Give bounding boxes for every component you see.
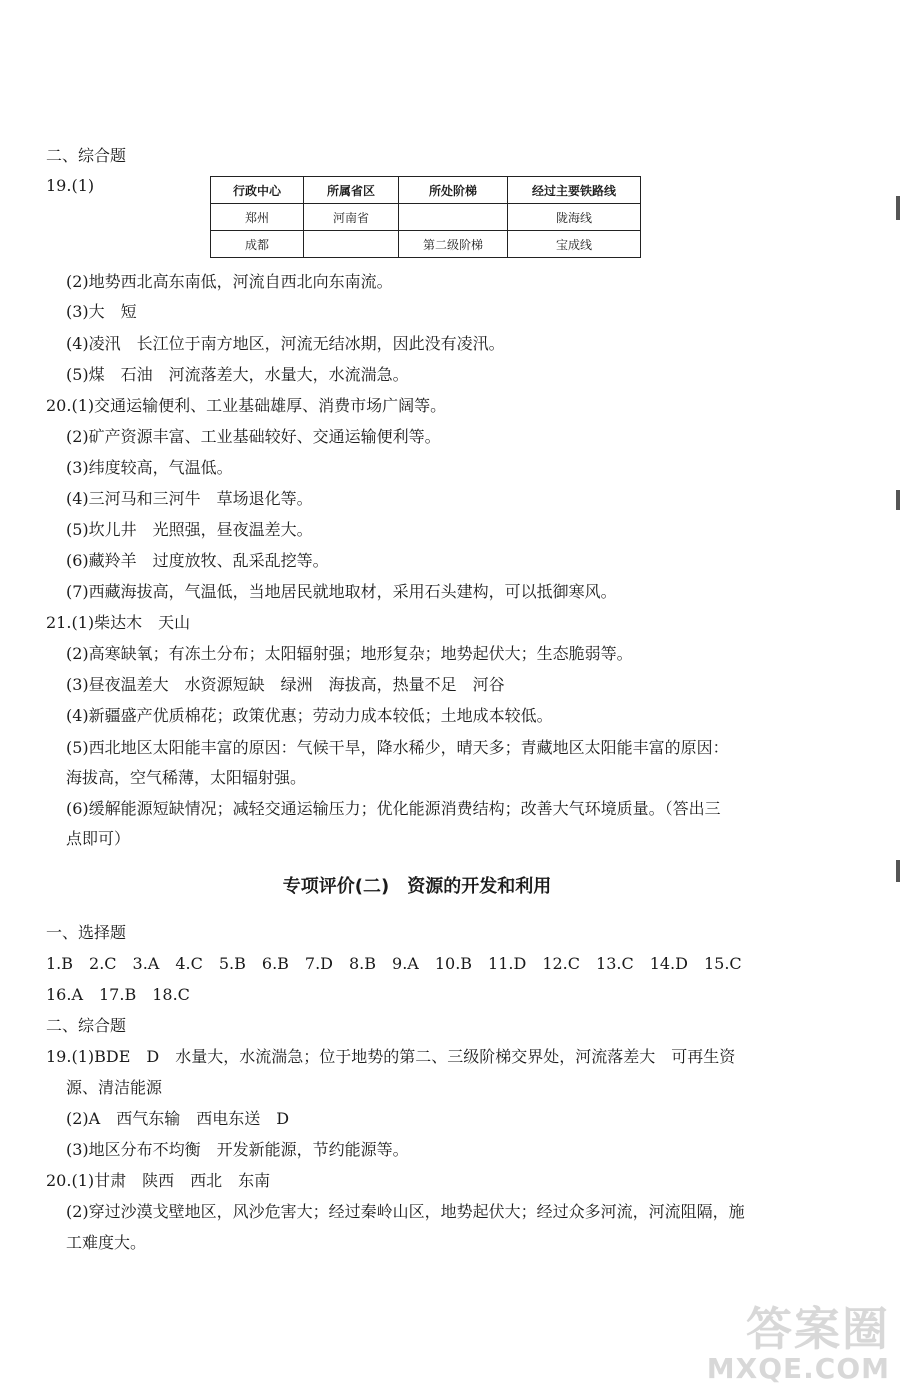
watermark-logo-text: 答案圈 [746, 1302, 890, 1356]
answer-line: 点即可） [66, 829, 131, 848]
table-header-cell: 所属省区 [304, 177, 399, 204]
answer-line: (4)凌汛 长江位于南方地区，河流无结冰期，因此没有凌汛。 [66, 334, 505, 353]
answer-line: 21.(1)柴达木 天山 [46, 613, 191, 632]
table-cell: 宝成线 [508, 231, 641, 258]
table-cell: 河南省 [304, 204, 399, 231]
answer-line: 工难度大。 [66, 1233, 147, 1252]
answer-line: (3)纬度较高，气温低。 [66, 458, 233, 477]
answer-line: (6)藏羚羊 过度放牧、乱采乱挖等。 [66, 551, 329, 570]
answer-line: (3)昼夜温差大 水资源短缺 绿洲 海拔高，热量不足 河谷 [66, 675, 505, 694]
table-cell: 成都 [211, 231, 304, 258]
question-19-number: 19.(1) [46, 176, 95, 195]
answer-line: (2)穿过沙漠戈壁地区，风沙危害大；经过秦岭山区，地势起伏大；经过众多河流，河流阻隔，施 [66, 1202, 745, 1221]
section-heading-comprehensive: 二、综合题 [46, 146, 127, 165]
section-title: 专项评价(二) 资源的开发和利用 [282, 876, 552, 897]
answer-line: (3)地区分布不均衡 开发新能源，节约能源等。 [66, 1140, 409, 1159]
answer-line: 海拔高，空气稀薄，太阳辐射强。 [66, 768, 307, 787]
scan-edge-mark [896, 196, 900, 220]
answer-line: (3)大 短 [66, 302, 137, 321]
answer-line: (4)新疆盛产优质棉花；政策优惠；劳动力成本较低；土地成本较低。 [66, 706, 553, 725]
answer-line: 20.(1)交通运输便利、工业基础雄厚、消费市场广阔等。 [46, 396, 447, 415]
table-cell: 第二级阶梯 [399, 231, 508, 258]
table-header-cell: 行政中心 [211, 177, 304, 204]
answer-line: (5)西北地区太阳能丰富的原因：气候干旱，降水稀少，晴天多；青藏地区太阳能丰富的原因： [66, 738, 729, 757]
section-heading-comprehensive: 二、综合题 [46, 1016, 127, 1035]
answer-line: (2)高寒缺氧；有冻土分布；太阳辐射强；地形复杂；地势起伏大；生态脆弱等。 [66, 644, 633, 663]
answer-line: 20.(1)甘肃 陕西 西北 东南 [46, 1171, 271, 1190]
answer-line: 16.A 17.B 18.C [46, 985, 190, 1004]
table-cell [304, 231, 399, 258]
table-cell [399, 204, 508, 231]
answer-line: (2)A 西气东输 西电东送 D [66, 1109, 290, 1128]
watermark-site-text: MXQE.COM [706, 1352, 890, 1385]
answer-line: (7)西藏海拔高，气温低，当地居民就地取材，采用石头建构，可以抵御寒风。 [66, 582, 617, 601]
answer-line: (2)矿产资源丰富、工业基础较好、交通运输便利等。 [66, 427, 441, 446]
table-cell: 郑州 [211, 204, 304, 231]
answer-line: (2)地势西北高东南低，河流自西北向东南流。 [66, 272, 393, 291]
section-heading-choice: 一、选择题 [46, 923, 127, 942]
table-header-row [211, 177, 641, 204]
answer-line: (5)煤 石油 河流落差大，水量大，水流湍急。 [66, 365, 409, 384]
table-cell: 陇海线 [508, 204, 641, 231]
scan-edge-mark [896, 860, 900, 882]
scan-edge-mark [896, 490, 900, 510]
watermark-logo [707, 1304, 890, 1384]
table-row [211, 231, 641, 258]
table-header-cell: 经过主要铁路线 [508, 177, 641, 204]
answer-line: (5)坎儿井 光照强，昼夜温差大。 [66, 520, 313, 539]
table-row [211, 204, 641, 231]
answer-line: 源、清洁能源 [66, 1078, 163, 1097]
answer-line: 19.(1)BDE D 水量大，水流湍急；位于地势的第二、三级阶梯交界处，河流落差大 可再生资 [46, 1047, 736, 1066]
answer-table [210, 176, 641, 258]
answer-line: (6)缓解能源短缺情况；减轻交通运输压力；优化能源消费结构；改善大气环境质量。（答出三 [66, 799, 721, 818]
answer-line: (4)三河马和三河牛 草场退化等。 [66, 489, 313, 508]
table-header-cell: 所处阶梯 [399, 177, 508, 204]
answer-line: 1.B 2.C 3.A 4.C 5.B 6.B 7.D 8.B 9.A 10.B 11.D 12.C 13.C 14.D 15.C [46, 954, 742, 973]
